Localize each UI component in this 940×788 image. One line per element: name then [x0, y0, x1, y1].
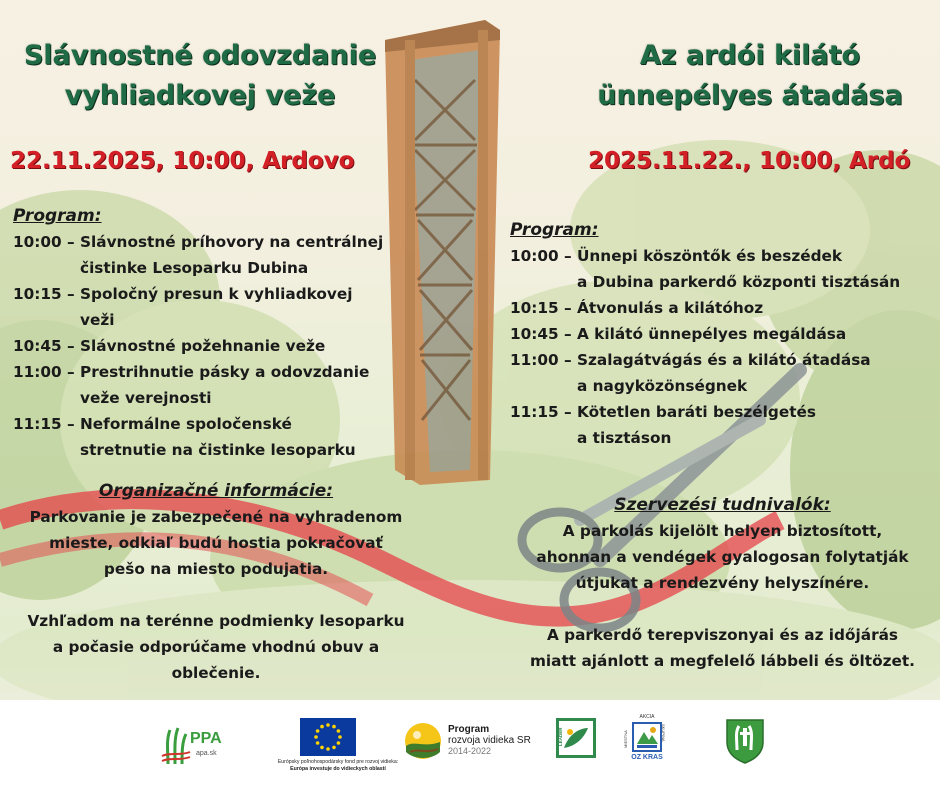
info-sk-line: oblečenie.: [171, 664, 261, 682]
leader-logo: [556, 718, 596, 758]
program-hu-list: [510, 243, 935, 451]
info-hu-header: Szervezési tudnivalók:: [614, 495, 831, 515]
info-hu-line: miatt ajánlott a megfelelő lábbeli és öltözet.: [529, 652, 915, 670]
mas-right: SKUPINA: [661, 724, 666, 742]
program-hu-cont: a tisztáson: [577, 429, 672, 447]
program-sk-time: 10:15 –: [13, 285, 75, 303]
program-hu: [510, 217, 935, 451]
program-hu-text: Ünnepi köszöntők és beszédek: [577, 247, 843, 265]
prv-emblem-icon: [404, 722, 442, 760]
program-sk-text: Neformálne spoločenské: [80, 415, 292, 433]
prv-years: 2014-2022: [448, 746, 492, 756]
program-sk-text: Slávnostné požehnanie veže: [80, 337, 326, 355]
prv-line2: rozvoja vidieka SR: [448, 735, 531, 746]
eu-caption-line1: Európsky poľnohospodársky fond pre rozvoj vidieka:: [277, 759, 399, 765]
program-hu-item: [510, 399, 935, 451]
info-sk-header: Organizačné informácie:: [98, 481, 334, 501]
info-sk-line: pešo na miesto podujatia.: [103, 560, 329, 578]
program-sk-list: [13, 229, 413, 463]
ppa-sub: apa.sk: [196, 750, 217, 757]
prv-logo: [404, 720, 544, 764]
title-sk-line2: vyhliadkovej veže: [64, 80, 336, 111]
info-sk: [0, 478, 432, 686]
program-sk-time: 10:00 –: [13, 233, 75, 251]
prv-line1: Program: [448, 724, 490, 735]
program-hu-text: Átvonulás a kilátóhoz: [577, 299, 764, 317]
coat-of-arms-logo: [725, 718, 765, 764]
mas-left: MIESTNA: [623, 730, 628, 748]
program-hu-time: 10:00 –: [510, 247, 572, 265]
program-hu-header: Program:: [510, 220, 599, 240]
program-sk-cont: veži: [80, 311, 115, 329]
program-sk: [13, 203, 413, 463]
program-sk-item: [13, 359, 413, 411]
title-sk-line1: Slávnostné odovzdanie: [23, 40, 377, 71]
program-hu-item: [510, 243, 935, 295]
mas-logo: [622, 714, 672, 774]
info-hu-line: A parkolás kijelölt helyen biztosított,: [562, 522, 883, 540]
program-hu-cont: a Dubina parkerdő központi tisztásán: [577, 273, 901, 291]
info-hu-line: A parkerdő terepviszonyai és az időjárás: [546, 626, 899, 644]
date-hu: 2025.11.22., 10:00, Ardó: [588, 148, 911, 174]
mas-emblem-icon: [632, 722, 662, 752]
title-hu-line2: ünnepélyes átadása: [597, 80, 903, 111]
title-sk: [0, 36, 400, 116]
program-hu-cont: a nagyközönségnek: [577, 377, 748, 395]
program-hu-time: 11:00 –: [510, 351, 572, 369]
mas-top: AKCIA: [639, 714, 655, 720]
program-sk-header: Program:: [13, 206, 102, 226]
coat-of-arms-icon: [725, 718, 765, 764]
program-sk-text: Prestrihnutie pásky a odovzdanie: [80, 363, 370, 381]
program-sk-text: Spoločný presun k vyhliadkovej: [80, 285, 353, 303]
ppa-text: PPA: [190, 730, 222, 747]
mas-name: OZ KRAS: [631, 754, 663, 761]
info-sk-line: Parkovanie je zabezpečené na vyhradenom: [29, 508, 403, 526]
program-hu-text: A kilátó ünnepélyes megáldása: [577, 325, 847, 343]
program-hu-time: 10:45 –: [510, 325, 572, 343]
ppa-logo: [160, 726, 230, 766]
program-hu-item: [510, 347, 935, 399]
program-sk-item: [13, 411, 413, 463]
date-sk: 22.11.2025, 10:00, Ardovo: [10, 148, 355, 174]
info-sk-line: mieste, odkiaľ budú hostia pokračovať: [49, 534, 383, 552]
program-hu-time: 10:15 –: [510, 299, 572, 317]
program-sk-cont: čistinke Lesoparku Dubina: [80, 259, 309, 277]
title-hu: [550, 36, 940, 116]
program-hu-text: Szalagátvágás és a kilátó átadása: [577, 351, 871, 369]
program-sk-cont: stretnutie na čistinke lesoparku: [80, 441, 356, 459]
eu-caption-line2: Európa investuje do vidieckych oblastí: [290, 766, 386, 772]
program-hu-time: 11:15 –: [510, 403, 572, 421]
program-hu-item: [510, 295, 935, 321]
program-sk-item: [13, 229, 413, 281]
leader-text: LEADER: [558, 727, 563, 746]
info-hu-line: ahonnan a vendégek gyalogosan folytatják: [536, 548, 909, 566]
footer-logos: [0, 700, 940, 788]
program-sk-item: [13, 333, 413, 359]
program-sk-time: 11:00 –: [13, 363, 75, 381]
program-sk-cont: veže verejnosti: [80, 389, 212, 407]
title-hu-line1: Az ardói kilátó: [639, 40, 861, 71]
program-hu-text: Kötetlen baráti beszélgetés: [577, 403, 817, 421]
program-sk-time: 10:45 –: [13, 337, 75, 355]
ppa-wheat-icon: [160, 726, 194, 766]
info-sk-line: Vzhľadom na terénne podmienky lesoparku: [27, 612, 405, 630]
eu-flag-icon: [300, 718, 356, 756]
eu-logo: [258, 718, 418, 778]
info-hu-line: útjukat a rendezvény helyszínére.: [575, 574, 870, 592]
program-hu-item: [510, 321, 935, 347]
info-sk-line: a počasie odporúčame vhodnú obuv a: [52, 638, 380, 656]
program-sk-time: 11:15 –: [13, 415, 75, 433]
program-sk-item: [13, 281, 413, 333]
program-sk-text: Slávnostné príhovory na centrálnej: [80, 233, 384, 251]
info-hu: [505, 492, 940, 674]
